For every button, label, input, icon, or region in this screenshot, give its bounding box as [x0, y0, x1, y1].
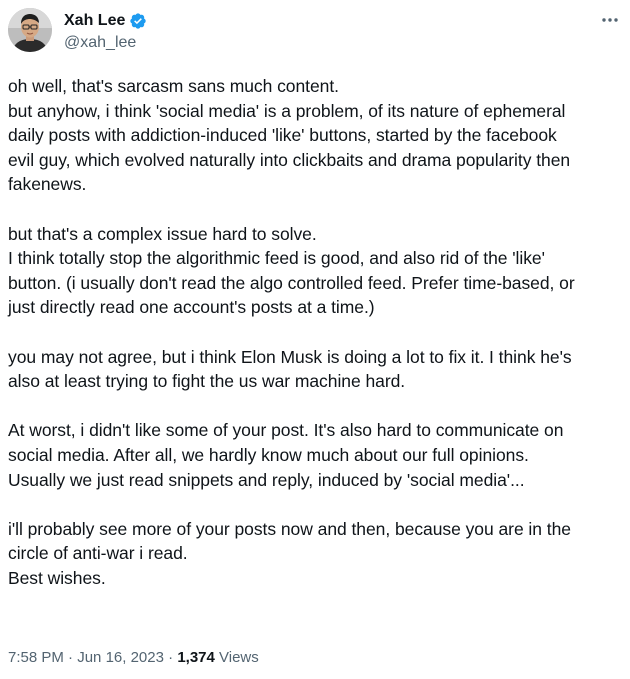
tweet-line: Best wishes. — [8, 567, 106, 588]
tweet-line: Usually we just read snippets and reply, induced by 'social media'... — [8, 469, 525, 490]
tweet-line: circle of anti-war i read. — [8, 543, 188, 564]
tweet-time: 7:58 PM — [8, 649, 64, 666]
tweet-header — [8, 8, 622, 56]
tweet-paragraph — [8, 222, 620, 320]
author-handle[interactable]: @xah_lee — [64, 34, 137, 51]
tweet-line: but anyhow, i think 'social media' is a problem, of its nature of ephemeral — [8, 100, 566, 121]
tweet-line: I think totally stop the algorithmic feed is good, and also rid of the 'like' — [8, 248, 545, 269]
views-count: 1,374 — [177, 649, 215, 666]
tweet-line: daily posts with addiction-induced 'like' buttons, started by the facebook — [8, 125, 557, 146]
verified-badge-icon — [129, 12, 147, 30]
tweet-line: you may not agree, but i think Elon Musk is doing a lot to fix it. I think he's — [8, 346, 572, 367]
tweet-line: oh well, that's sarcasm sans much content. — [8, 76, 339, 96]
tweet-paragraph — [8, 517, 620, 591]
views-link[interactable] — [177, 649, 258, 666]
tweet-line: just directly read one account's posts at a time.) — [8, 297, 375, 318]
tweet-line: evil guy, which evolved naturally into clickbaits and drama popularity then — [8, 149, 571, 170]
tweet-line: also at least trying to fight the us war machine hard. — [8, 371, 406, 392]
person-photo-avatar-icon — [8, 8, 52, 52]
tweet-line: button. (i usually don't read the algo controlled feed. Prefer time-based, or — [8, 272, 575, 293]
tweet-line: At worst, i didn't like some of your post. It's also hard to communicate on — [8, 420, 564, 441]
tweet-line: social media. After all, we hardly know much about our full opinions. — [8, 444, 529, 465]
tweet-paragraph — [8, 418, 620, 492]
tweet-meta — [8, 648, 259, 668]
meta-separator: · — [163, 649, 178, 666]
tweet-paragraph — [8, 74, 620, 197]
tweet-paragraph — [8, 345, 620, 394]
avatar[interactable] — [8, 8, 52, 52]
more-horizontal-icon[interactable] — [598, 10, 622, 30]
views-label: Views — [214, 649, 259, 666]
tweet-line: fakenews. — [8, 174, 87, 195]
name-row — [64, 10, 147, 32]
meta-separator: · — [63, 649, 78, 666]
tweet-text — [8, 74, 620, 590]
author-display-name[interactable]: Xah Lee — [64, 12, 126, 29]
tweet-time-link[interactable] — [8, 649, 164, 666]
tweet-date: Jun 16, 2023 — [77, 649, 164, 666]
tweet-line: i'll probably see more of your posts now and then, because you are in the — [8, 518, 571, 539]
tweet-line: but that's a complex issue hard to solve. — [8, 223, 317, 244]
author-names — [64, 10, 147, 53]
